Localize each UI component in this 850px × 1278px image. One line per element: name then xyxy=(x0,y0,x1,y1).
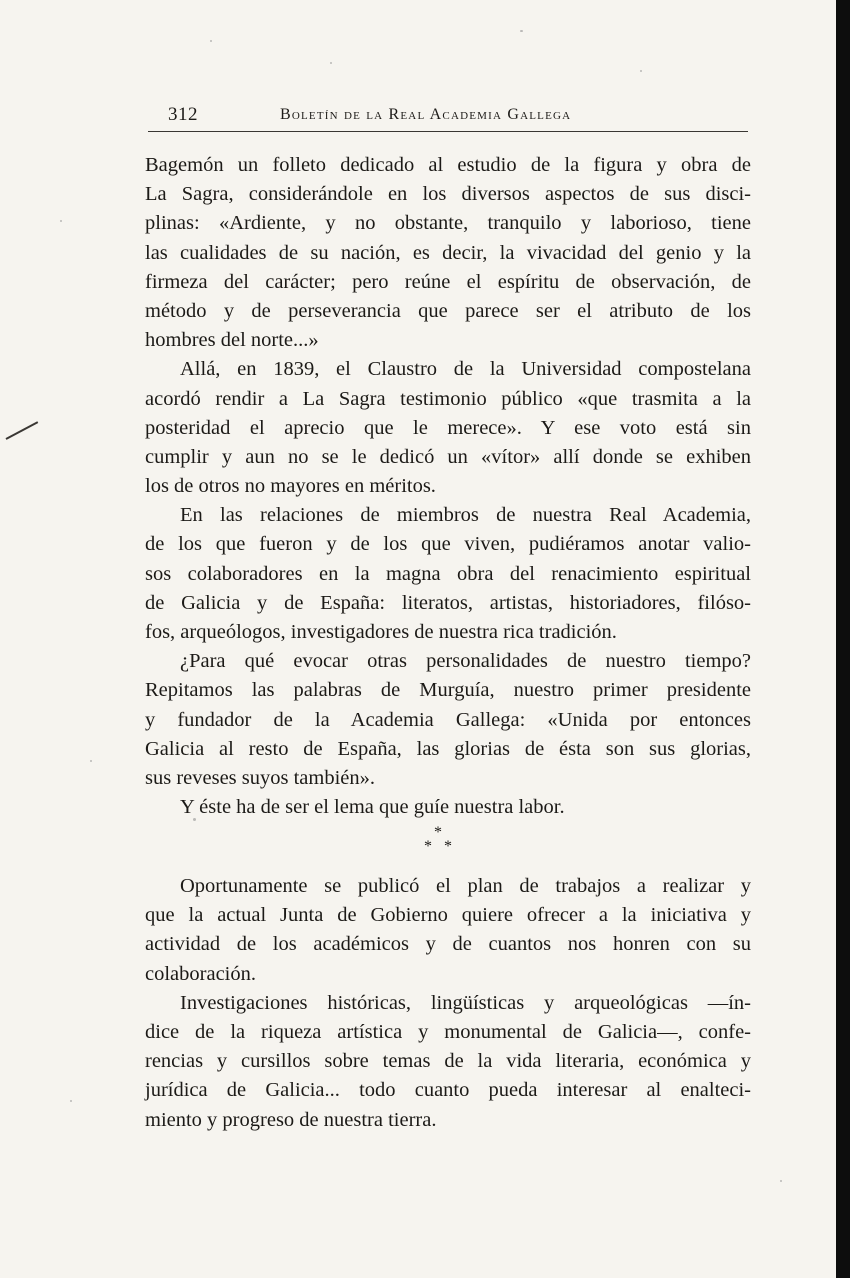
text-line: dice de la riqueza artística y monumental de Galicia—, confe- xyxy=(145,1020,751,1043)
text-line: Repitamos las palabras de Murguía, nuestro primer presidente xyxy=(145,679,751,702)
paper-speck xyxy=(70,1100,72,1102)
text-line: firmeza del carácter; pero reúne el espíritu de observación, de xyxy=(145,270,751,293)
text-line: de Galicia y de España: literatos, artistas, historiadores, filóso- xyxy=(145,591,751,614)
text-line: que la actual Junta de Gobierno quiere ofrecer a la iniciativa y xyxy=(145,904,751,927)
paper-speck xyxy=(60,220,62,222)
body-section-1 xyxy=(145,151,751,822)
text-line: los de otros no mayores en méritos. xyxy=(145,475,436,498)
text-line: Oportunamente se publicó el plan de trabajos a realizar y xyxy=(180,875,751,897)
text-line: miento y progreso de nuestra tierra. xyxy=(145,1108,437,1131)
text-line: fos, arqueólogos, investigadores de nuestra rica tradición. xyxy=(145,621,617,643)
page-number: 312 xyxy=(168,104,198,125)
asterism-divider xyxy=(420,824,460,864)
header-rule xyxy=(148,131,748,132)
text-line: sos colaboradores en la magna obra del renacimiento espiritual xyxy=(145,562,751,585)
text-line: posteridad el aprecio que le merece». Y ese voto está sin xyxy=(145,416,751,439)
text-line: colaboración. xyxy=(145,962,256,985)
text-line: rencias y cursillos sobre temas de la vida literaria, económica y xyxy=(145,1050,751,1073)
text-line: En las relaciones de miembros de nuestra Real Academia, xyxy=(180,504,751,527)
text-line: sus reveses suyos también». xyxy=(145,766,376,789)
paper-speck xyxy=(210,40,212,42)
text-line: Galicia al resto de España, las glorias de ésta son sus glorias, xyxy=(145,737,751,760)
running-head: Boletín de la Real Academia Gallega xyxy=(280,106,572,123)
body-section-2 xyxy=(145,872,751,1135)
paper-speck xyxy=(640,70,642,72)
text-line: hombres del norte...» xyxy=(145,329,319,352)
scan-edge-shadow xyxy=(836,0,850,1278)
asterism-star-left: * xyxy=(424,838,432,855)
paper-speck xyxy=(520,30,523,32)
text-line: las cualidades de su nación, es decir, la vivacidad del genio y la xyxy=(145,241,751,264)
text-line: Allá, en 1839, el Claustro de la Universidad compostelana xyxy=(180,358,751,381)
page-header xyxy=(168,104,748,128)
paper-speck xyxy=(780,1180,782,1182)
paper-speck xyxy=(90,760,92,762)
text-line: Y éste ha de ser el lema que guíe nuestra labor. xyxy=(180,796,565,819)
asterism-star-right: * xyxy=(444,838,452,855)
text-line: Investigaciones históricas, lingüísticas y arqueológicas —ín- xyxy=(180,991,751,1014)
text-line: método y de perseverancia que parece ser el atributo de los xyxy=(145,299,751,322)
text-line: cumplir y aun no se le dedicó un «vítor» allí donde se exhiben xyxy=(145,445,751,468)
text-line: La Sagra, considerándole en los diversos aspectos de sus disci- xyxy=(145,183,751,206)
text-line: Bagemón un folleto dedicado al estudio de la figura y obra de xyxy=(145,154,751,176)
text-line: y fundador de la Academia Gallega: «Unida por entonces xyxy=(145,708,751,731)
stray-ink-mark xyxy=(6,421,39,440)
text-line: acordó rendir a La Sagra testimonio público «que trasmita a la xyxy=(145,387,751,410)
asterism-star-top: * xyxy=(434,824,442,841)
text-line: actividad de los académicos y de cuantos nos honren con su xyxy=(145,933,751,956)
paper-speck xyxy=(330,62,332,64)
paper-speck xyxy=(193,818,196,821)
text-line: ¿Para qué evocar otras personalidades de nuestro tiempo? xyxy=(180,650,751,673)
text-line: plinas: «Ardiente, y no obstante, tranquilo y laborioso, tiene xyxy=(145,212,751,235)
text-line: jurídica de Galicia... todo cuanto pueda interesar al enalteci- xyxy=(145,1079,751,1102)
text-line: de los que fueron y de los que viven, pudiéramos anotar valio- xyxy=(145,533,751,556)
